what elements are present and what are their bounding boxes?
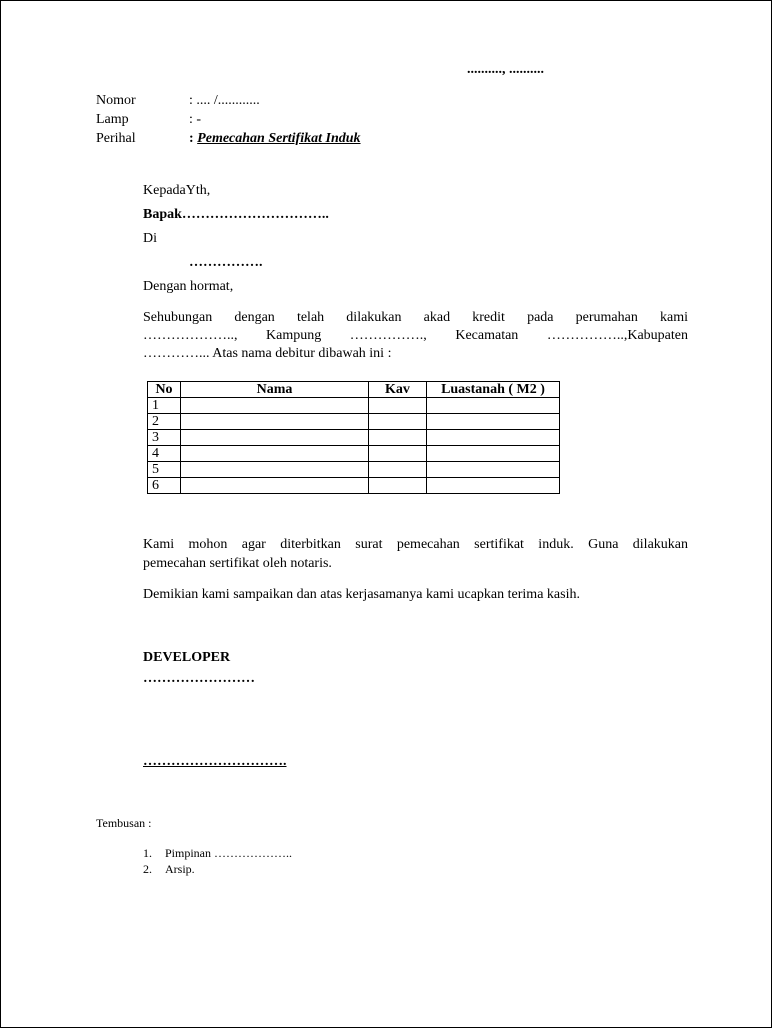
perihal-label: Perihal	[96, 131, 136, 146]
paragraph-intro-line1: Sehubungan dengan telah dilakukan akad kredit pada perumahan kami	[143, 310, 688, 325]
row-number: 2	[148, 414, 181, 430]
paragraph-request-line2: pemecahan sertifikat oleh notaris.	[143, 556, 332, 571]
lamp-value: : -	[189, 112, 202, 127]
paragraph-intro-line2: ……………….., Kampung ……………., Kecamatan ……………..,Kabupaten	[143, 328, 688, 343]
cell-nama	[181, 414, 369, 430]
perihal-value	[189, 131, 361, 147]
salutation: Dengan hormat,	[143, 279, 234, 294]
table-row	[148, 414, 560, 430]
row-number: 1	[148, 398, 181, 414]
row-number: 3	[148, 430, 181, 446]
paragraph-request	[143, 537, 688, 572]
cell-luas	[427, 430, 560, 446]
table-row	[148, 398, 560, 414]
col-luastanah: Luastanah ( M2 )	[427, 382, 560, 398]
col-kav: Kav	[369, 382, 427, 398]
lamp-label: Lamp	[96, 112, 129, 127]
paragraph-request-line1: Kami mohon agar diterbitkan surat pemecahan sertifikat induk. Guna dilakukan	[143, 537, 688, 552]
paragraph-closing: Demikian kami sampaikan dan atas kerjasamanya kami ucapkan terima kasih.	[143, 587, 580, 602]
cell-nama	[181, 478, 369, 494]
paragraph-intro	[143, 310, 688, 362]
table-row	[148, 430, 560, 446]
cell-nama	[181, 462, 369, 478]
row-number: 4	[148, 446, 181, 462]
cell-kav	[369, 430, 427, 446]
cell-luas	[427, 414, 560, 430]
nomor-label: Nomor	[96, 93, 136, 108]
cell-luas	[427, 446, 560, 462]
cell-nama	[181, 398, 369, 414]
tembusan-item-number: 2.	[143, 862, 152, 876]
signature-dots: ……………………	[143, 671, 255, 686]
table-header-row	[148, 382, 560, 398]
debtor-table	[147, 381, 560, 494]
table-row	[148, 478, 560, 494]
tembusan-item-number: 1.	[143, 846, 152, 860]
cell-kav	[369, 478, 427, 494]
col-no: No	[148, 382, 181, 398]
recipient-di: Di	[143, 231, 157, 246]
cell-luas	[427, 398, 560, 414]
recipient-greeting: KepadaYth,	[143, 183, 211, 198]
signature-title: DEVELOPER	[143, 650, 231, 665]
cell-kav	[369, 462, 427, 478]
cell-nama	[181, 430, 369, 446]
place-date: .........., ..........	[467, 62, 544, 77]
row-number: 6	[148, 478, 181, 494]
cell-kav	[369, 398, 427, 414]
cell-luas	[427, 462, 560, 478]
table-row	[148, 462, 560, 478]
cell-kav	[369, 446, 427, 462]
table-row	[148, 446, 560, 462]
signature-name: ………………………….	[143, 754, 287, 769]
cell-nama	[181, 446, 369, 462]
recipient-place: …………….	[189, 255, 263, 270]
tembusan-label: Tembusan :	[96, 816, 152, 830]
tembusan-item-text: Pimpinan ………………..	[165, 846, 293, 860]
tembusan-item-text: Arsip.	[165, 862, 195, 876]
tembusan-item	[143, 862, 195, 877]
cell-luas	[427, 478, 560, 494]
paragraph-intro-line3: …………... Atas nama debitur dibawah ini :	[143, 346, 392, 361]
recipient-name: Bapak…………………………..	[143, 207, 329, 222]
nomor-value: : .... /............	[189, 93, 260, 108]
col-nama: Nama	[181, 382, 369, 398]
cell-kav	[369, 414, 427, 430]
row-number: 5	[148, 462, 181, 478]
tembusan-item	[143, 846, 292, 861]
perihal-subject: Pemecahan Sertifikat Induk	[197, 131, 361, 146]
perihal-colon: :	[189, 131, 194, 146]
